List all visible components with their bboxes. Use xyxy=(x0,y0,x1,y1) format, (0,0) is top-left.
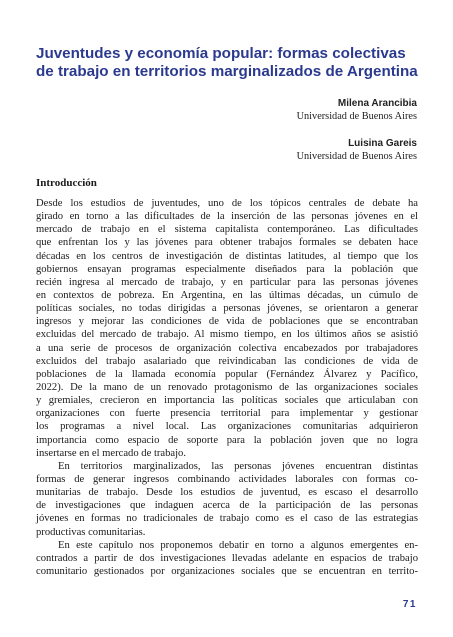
body-line: y gremiales, crecieron en importancia las políticas sociales que articulaban con xyxy=(36,395,418,407)
body-line: recién ingresa al mercado de trabajo, y en particular para las personas jóvenes xyxy=(36,276,418,288)
body-line: a una serie de procesos de organización colectiva encabezados por trabajadores xyxy=(36,342,418,354)
body-line: girado en torno a las dificultades de la inserción de las personas jóvenes en el xyxy=(36,211,418,223)
body-line: 2022). De la mano de un renovado protagonismo de las organizaciones sociales xyxy=(36,381,418,393)
body-line: excluidos del trabajo asalariado que reivindicaban las condiciones de vida de xyxy=(36,355,418,367)
body-line: políticas sociales, no todas dirigidas a personas jóvenes, se orientaron a generar xyxy=(36,303,418,315)
body-line: importancia como espacio de soporte para la población joven que no logra xyxy=(36,434,418,446)
body-line: organizaciones con fuerte presencia territorial para implementar y gestionar xyxy=(36,408,418,420)
body-line: munitarias de trabajo. Desde los estudios de juventud, es escaso el desarrollo xyxy=(36,487,418,499)
author-name: Luisina Gareis xyxy=(348,138,417,149)
author-name: Milena Arancibia xyxy=(337,98,417,109)
body-line: décadas en los centros de investigación de distintas latitudes, al tiempo que los xyxy=(36,250,418,262)
body-line: insertarse en el mercado de trabajo. xyxy=(36,447,187,459)
author-block xyxy=(297,137,417,164)
body-line: En este capítulo nos proponemos debatir en torno a algunos emergentes en- xyxy=(58,539,418,551)
body-line: que enfrentan los y las jóvenes para obtener trabajos formales se debaten hace xyxy=(36,237,418,249)
body-line: En territorios marginalizados, las personas jóvenes encuentran distintas xyxy=(58,460,418,472)
body-line: comunitario gestionados por organizaciones sociales que se encuentran en territo- xyxy=(36,565,418,577)
body-line: gobiernos ensayan programas especialmente diseñados para la población que xyxy=(36,263,418,275)
body-line: poblaciones de la llamada economía popular (Fernández Álvarez y Pacífico, xyxy=(36,368,418,380)
chapter-title-line: de trabajo en territorios marginalizados de Argentina xyxy=(36,62,418,80)
body-line: mercado de trabajo en el sistema capitalista contemporáneo. Las dificultades xyxy=(36,224,418,236)
section-heading: Introducción xyxy=(36,177,97,189)
body-line: de investigaciones que indaguen acerca de la participación de las personas xyxy=(36,500,418,512)
body-line: excluidas del mercado de trabajo. Al mismo tiempo, en los últimos años se asistió xyxy=(36,329,418,341)
body-line: en contextos de pobreza. En Argentina, en las últimas décadas, un cúmulo de xyxy=(36,289,418,301)
body-line: contrados a partir de dos investigaciones llevadas adelante en espacios de trabajo xyxy=(36,552,418,564)
author-affiliation: Universidad de Buenos Aires xyxy=(296,111,417,122)
chapter-title-line: Juventudes y economía popular: formas colectivas xyxy=(36,45,406,62)
body-line: productivas comunitarias. xyxy=(36,526,146,538)
body-line: ingresos y mejorar las condiciones de vida de poblaciones que se encontraban xyxy=(36,316,418,328)
author-block xyxy=(297,97,417,124)
body-line: formas de generar ingresos combinando actividades laborales con formas co- xyxy=(36,473,418,485)
chapter-title xyxy=(36,45,426,80)
author-affiliation: Universidad de Buenos Aires xyxy=(296,151,417,162)
body-line: Desde los estudios de juventudes, uno de los tópicos centrales de debate ha xyxy=(36,198,418,209)
page-number: 71 xyxy=(402,599,417,610)
body-line: los programas a nivel local. Las organizaciones comunitarias adquirieron xyxy=(36,421,418,433)
body-text xyxy=(36,197,418,578)
body-line: jóvenes en formas no tradicionales de trabajo como es el caso de las estrategias xyxy=(36,513,418,525)
